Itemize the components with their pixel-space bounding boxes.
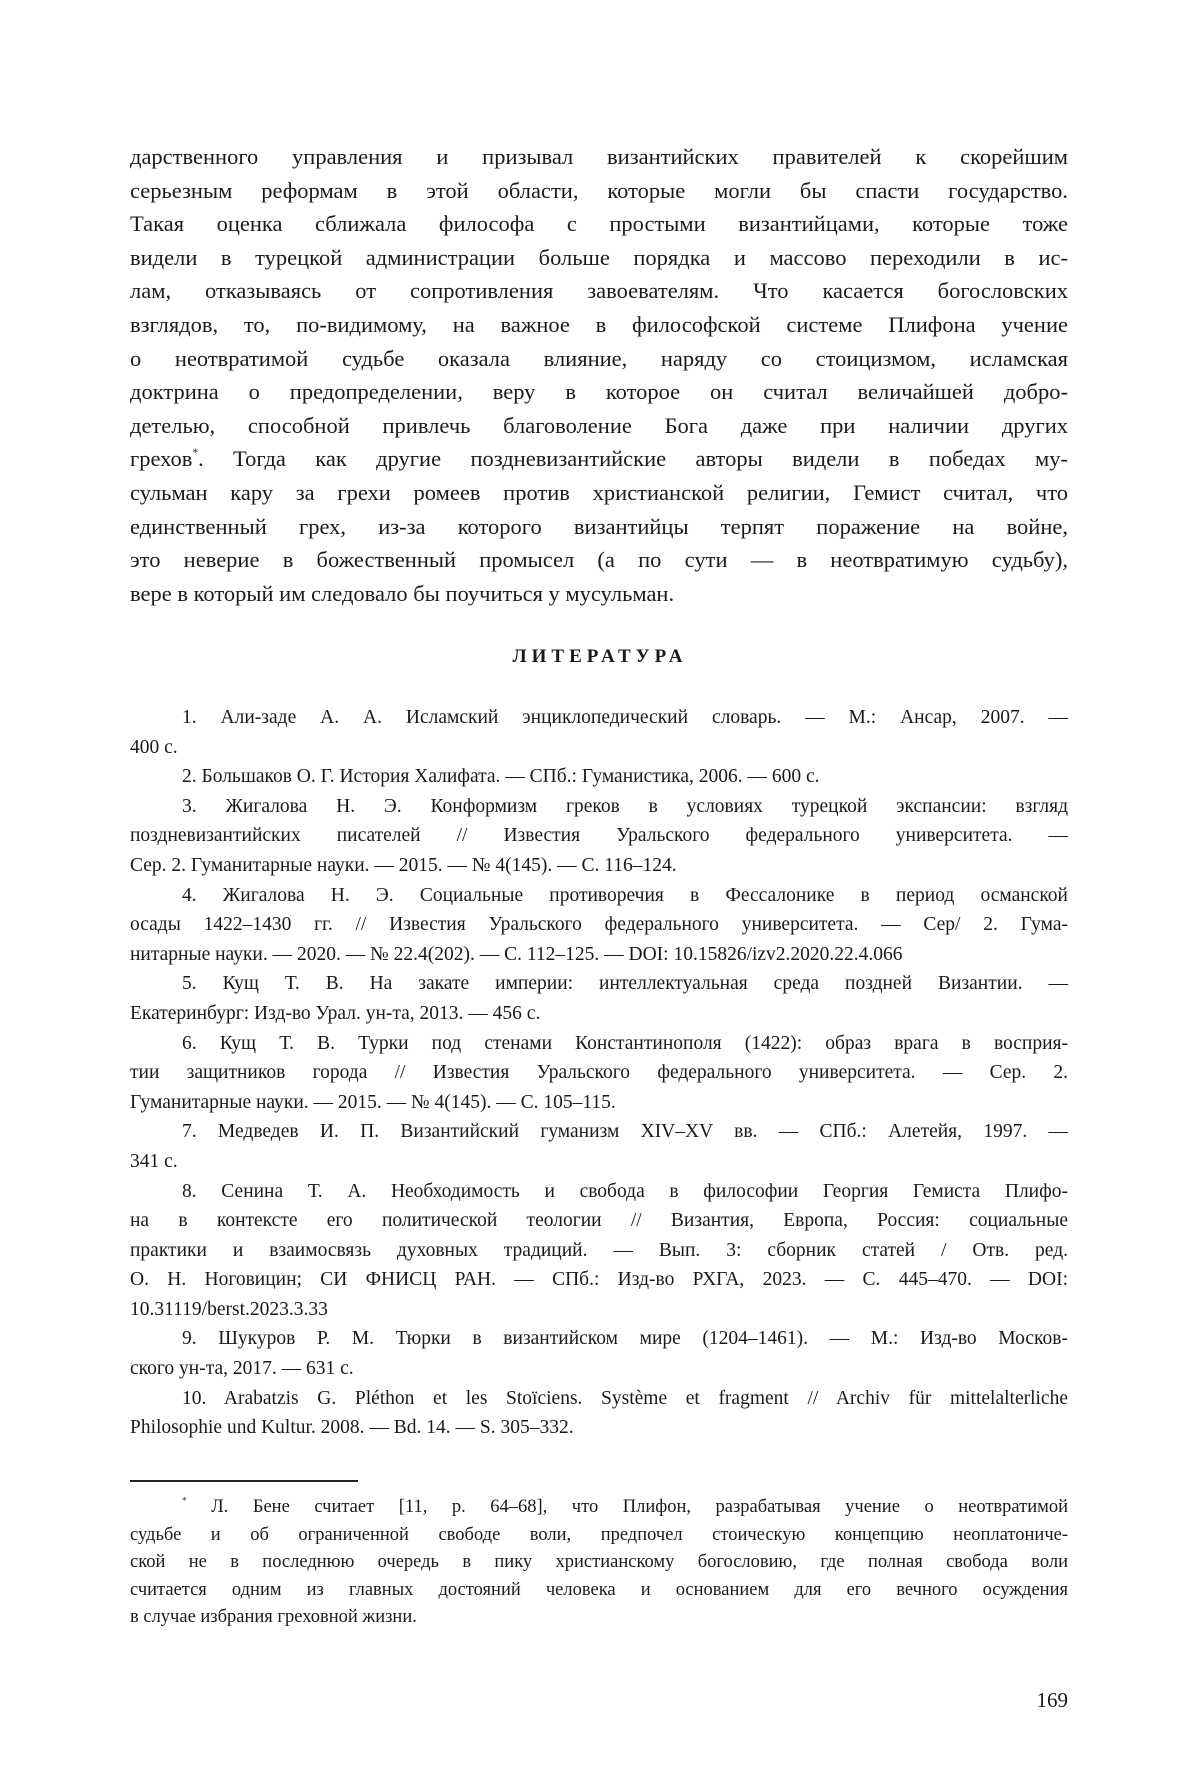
body-line: сульман кару за грехи ромеев против христианской религии, Гемист считал, что (130, 476, 1068, 510)
reference-item (130, 881, 1068, 970)
reference-item (130, 1384, 1068, 1443)
reference-line: 4. Жигалова Н. Э. Социальные противоречия в Фессалонике в период османской (130, 881, 1068, 911)
body-line: серьезным реформам в этой области, которые могли бы спасти государство. (130, 174, 1068, 208)
reference-item (130, 762, 1068, 792)
footnote-line (130, 1494, 1068, 1522)
body-line (130, 442, 1068, 476)
reference-line: 6. Кущ Т. В. Турки под стенами Константинополя (1422): образ врага в восприя- (130, 1029, 1068, 1059)
reference-line: 2. Большаков О. Г. История Халифата. — СПб.: Гуманистика, 2006. — 600 с. (130, 762, 1068, 792)
body-line: доктрина о предопределении, веру в которое он считал величайшей добро- (130, 375, 1068, 409)
reference-line: осады 1422–1430 гг. // Известия Уральского федерального университета. — Сер/ 2. Гума- (130, 910, 1068, 940)
reference-item (130, 969, 1068, 1028)
reference-line: 341 с. (130, 1147, 1068, 1177)
reference-item (130, 1117, 1068, 1176)
reference-item (130, 1029, 1068, 1118)
body-line: вере в который им следовало бы поучиться у мусульман. (130, 577, 1068, 611)
footnote-line: считается одним из главных достояний человека и основанием для его вечного осуждения (130, 1577, 1068, 1605)
reference-line: на в контексте его политической теологии // Византия, Европа, Россия: социальные (130, 1206, 1068, 1236)
footnote-line: судьбе и об ограниченной свободе воли, предпочел стоическую концепцию неоплатониче- (130, 1522, 1068, 1550)
reference-line: 10.31119/berst.2023.3.33 (130, 1295, 1068, 1325)
body-text (130, 140, 1068, 610)
reference-item (130, 792, 1068, 881)
footnote-marker: * (192, 447, 198, 459)
reference-line: практики и взаимосвязь духовных традиций. — Вып. 3: сборник статей / Отв. ред. (130, 1236, 1068, 1266)
body-line-text: грехов (130, 446, 192, 471)
references-heading: ЛИТЕРАТУРА (0, 646, 1200, 668)
footnote-line: в случае избрания греховной жизни. (130, 1604, 1068, 1632)
body-line: это неверие в божественный промысел (а по сути — в неотвратимую судьбу), (130, 543, 1068, 577)
reference-line: Гуманитарные науки. — 2015. — № 4(145). — С. 105–115. (130, 1088, 1068, 1118)
body-line: о неотвратимой судьбе оказала влияние, наряду со стоицизмом, исламская (130, 342, 1068, 376)
body-line: лам, отказываясь от сопротивления завоевателям. Что касается богословских (130, 274, 1068, 308)
reference-line: 400 с. (130, 733, 1068, 763)
reference-line: 3. Жигалова Н. Э. Конформизм греков в условиях турецкой экспансии: взгляд (130, 792, 1068, 822)
body-line: дарственного управления и призывал византийских правителей к скорейшим (130, 140, 1068, 174)
reference-line: тии защитников города // Известия Уральского федерального университета. — Сер. 2. (130, 1058, 1068, 1088)
body-line: взглядов, то, по-видимому, на важное в философской системе Плифона учение (130, 308, 1068, 342)
footnote-line: ской не в последнюю очередь в пику христианскому богословию, где полная свобода воли (130, 1549, 1068, 1577)
body-line-text: . Тогда как другие поздневизантийские авторы видели в победах му- (198, 446, 1068, 471)
reference-line: нитарные науки. — 2020. — № 22.4(202). — С. 112–125. — DOI: 10.15826/izv2.2020.22.4.066 (130, 940, 1068, 970)
reference-item (130, 703, 1068, 762)
footnote-divider (130, 1480, 358, 1482)
reference-line: О. Н. Ноговицин; СИ ФНИСЦ РАН. — СПб.: Изд-во РХГА, 2023. — С. 445–470. — DOI: (130, 1265, 1068, 1295)
reference-line: Philosophie und Kultur. 2008. — Bd. 14. — S. 305–332. (130, 1413, 1068, 1443)
reference-line: 1. Али-заде А. А. Исламский энциклопедический словарь. — М.: Ансар, 2007. — (130, 703, 1068, 733)
reference-line: 10. Arabatzis G. Pléthon et les Stoïciens. Système et fragment // Archiv für mittelalterliche (130, 1384, 1068, 1414)
reference-line: Екатеринбург: Изд-во Урал. ун-та, 2013. — 456 с. (130, 999, 1068, 1029)
reference-list (130, 703, 1068, 1443)
body-line: детелью, способной привлечь благоволение Бога даже при наличии других (130, 409, 1068, 443)
reference-line: 9. Шукуров Р. М. Тюрки в византийском мире (1204–1461). — М.: Изд-во Москов- (130, 1324, 1068, 1354)
footnote-marker: * (182, 1497, 187, 1507)
reference-line: 8. Сенина Т. А. Необходимость и свобода в философии Георгия Гемиста Плифо- (130, 1177, 1068, 1207)
reference-item (130, 1177, 1068, 1325)
body-line: видели в турецкой администрации больше порядка и массово переходили в ис- (130, 241, 1068, 275)
body-line: Такая оценка сближала философа с простыми византийцами, которые тоже (130, 207, 1068, 241)
reference-line: поздневизантийских писателей // Известия Уральского федерального университета. — (130, 821, 1068, 851)
reference-item (130, 1324, 1068, 1383)
reference-line: ского ун-та, 2017. — 631 с. (130, 1354, 1068, 1384)
footnote-line-text: Л. Бене считает [11, p. 64–68], что Плифон, разрабатывая учение о неотвратимой (187, 1497, 1068, 1517)
reference-line: Сер. 2. Гуманитарные науки. — 2015. — № 4(145). — С. 116–124. (130, 851, 1068, 881)
footnote (130, 1494, 1068, 1632)
reference-line: 5. Кущ Т. В. На закате империи: интеллектуальная среда поздней Византии. — (130, 969, 1068, 999)
body-line: единственный грех, из-за которого византийцы терпят поражение на войне, (130, 510, 1068, 544)
reference-line: 7. Медведев И. П. Византийский гуманизм XIV–XV вв. — СПб.: Алетейя, 1997. — (130, 1117, 1068, 1147)
page-number: 169 (1037, 1688, 1069, 1713)
